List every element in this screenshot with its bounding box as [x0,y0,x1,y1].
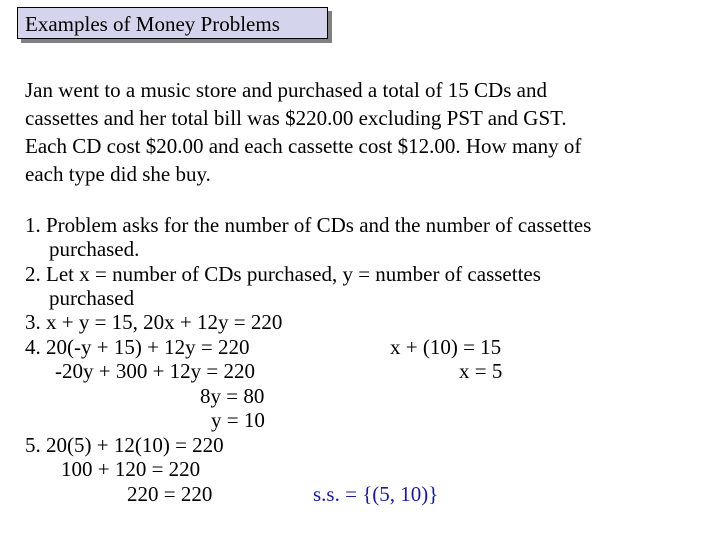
step-4-simplify: 8y = 80 [200,384,265,408]
solution-set: s.s. = {(5, 10)} [313,482,439,506]
step-4-back-substitution: x + (10) = 15 [390,335,502,359]
step-5-check-result: 220 = 220 [127,482,213,506]
step-2-line-1: 2. Let x = number of CDs purchased, y = number of cassettes [25,262,541,286]
step-4-x-value: x = 5 [459,359,503,383]
problem-statement [25,76,705,188]
step-4-expand: -20y + 300 + 12y = 220 [55,359,256,383]
step-1-line-1: 1. Problem asks for the number of CDs and the number of cassettes [25,213,592,237]
problem-line: Each CD cost $20.00 and each cassette cost $12.00. How many of [25,134,582,158]
step-5-check: 5. 20(5) + 12(10) = 220 [25,433,224,457]
problem-line: Jan went to a music store and purchased a total of 15 CDs and [25,78,547,102]
step-4-substitution: 4. 20(-y + 15) + 12y = 220 [25,335,250,359]
step-2-line-2: purchased [49,286,135,310]
title-box [17,7,328,39]
step-1-line-2: purchased. [49,237,140,261]
step-4-y-value: y = 10 [211,408,265,432]
step-3-equations: 3. x + y = 15, 20x + 12y = 220 [25,310,283,334]
slide-title: Examples of Money Problems [25,12,280,36]
problem-line: each type did she buy. [25,162,211,186]
problem-line: cassettes and her total bill was $220.00 excluding PST and GST. [25,106,567,130]
step-5-check-sum: 100 + 120 = 220 [61,457,201,481]
